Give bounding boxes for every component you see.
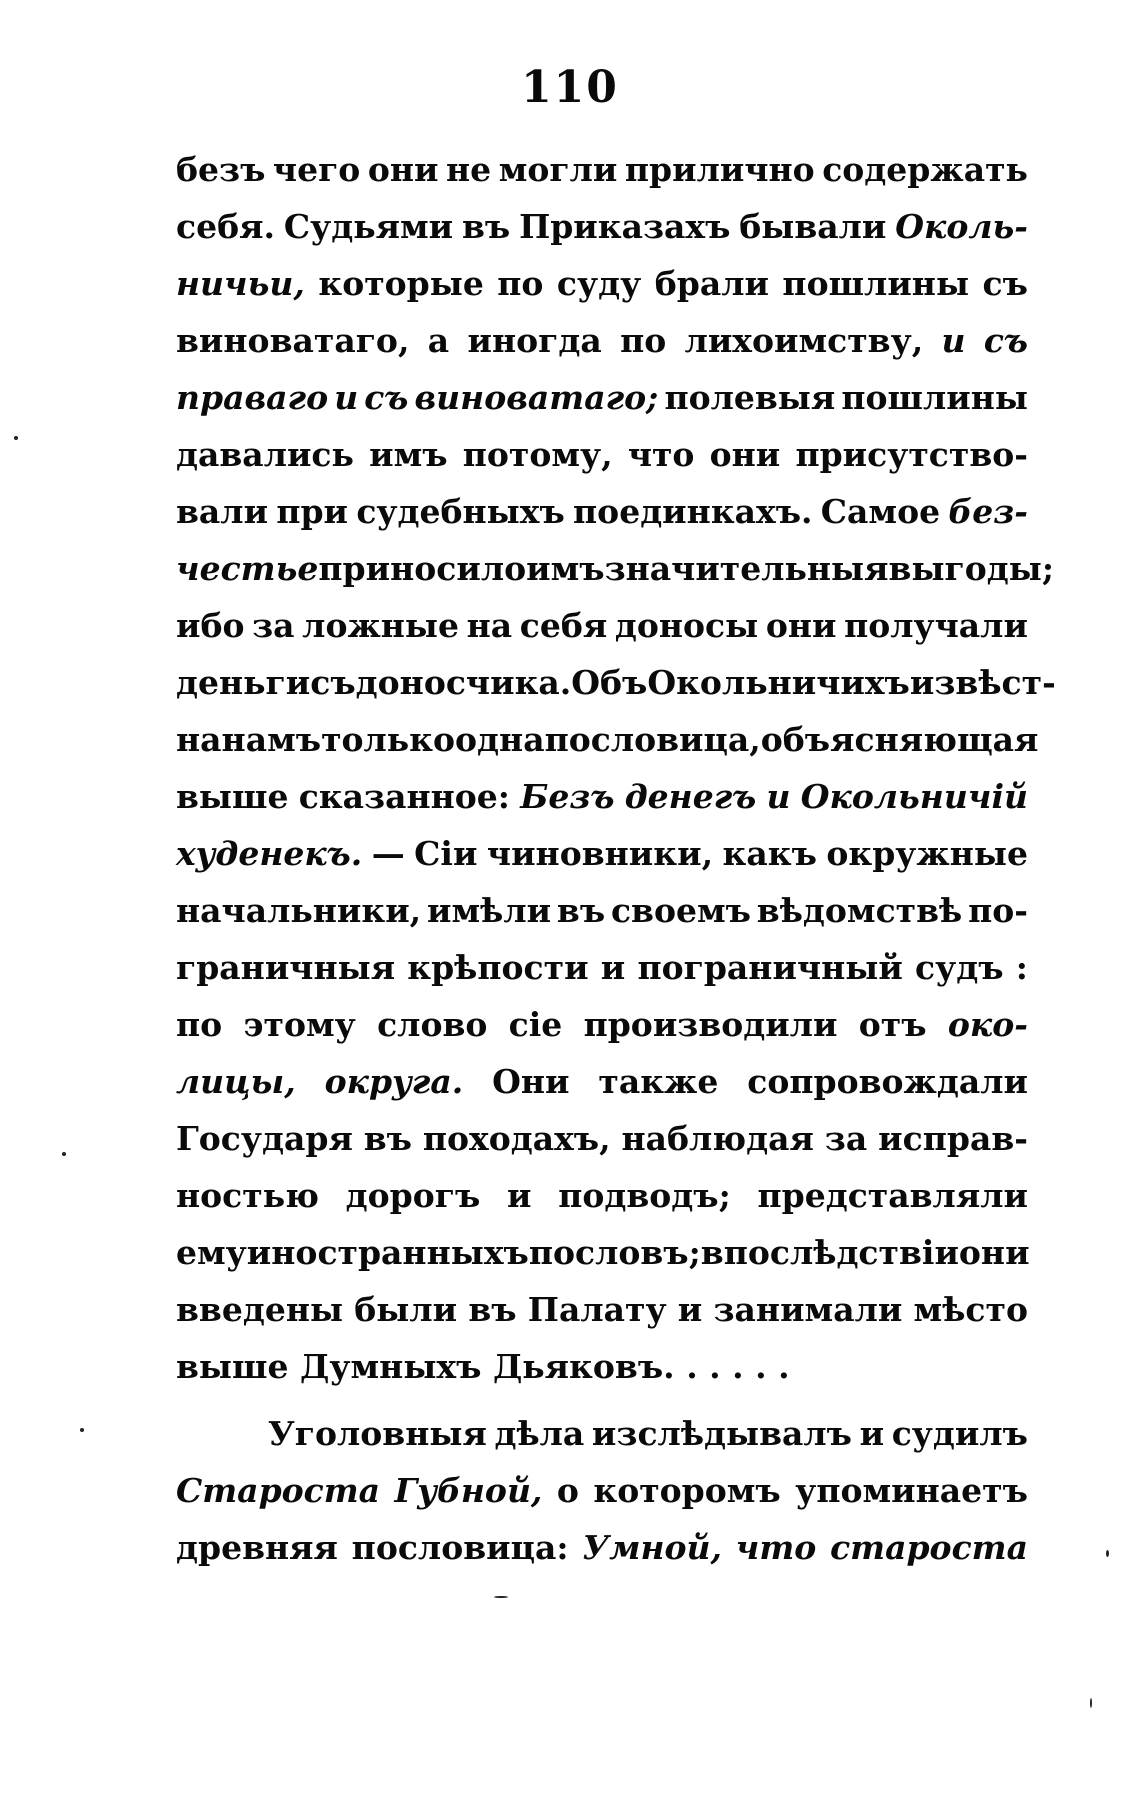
word: иногда [467, 321, 602, 360]
word: пошлины [841, 378, 1028, 417]
word: бывали [739, 207, 887, 246]
word: Объ [571, 663, 648, 702]
word: занимали [713, 1290, 903, 1329]
word: брали [654, 264, 769, 303]
word: что [735, 1528, 817, 1567]
word: чиновники, [486, 834, 714, 873]
text-line [176, 492, 1028, 549]
word: Дьяковъ. [492, 1347, 675, 1386]
word: и [859, 1414, 885, 1453]
word: содержать [822, 150, 1028, 189]
word: доносчика. [355, 663, 572, 702]
word: съ [310, 663, 356, 702]
text-line [176, 606, 1028, 663]
word: полевыя [664, 378, 836, 417]
word: могли [498, 150, 618, 189]
word: въ [468, 1290, 517, 1329]
word: за [824, 1119, 868, 1158]
word: они [958, 1233, 1030, 1272]
word: Уголовныя [268, 1414, 487, 1453]
word: выше [176, 777, 289, 816]
word: съ [982, 264, 1028, 303]
word: Умной, [582, 1528, 723, 1567]
word: слово [377, 1005, 488, 1044]
word: по [620, 321, 667, 360]
text-line [176, 321, 1028, 378]
word: судебныхъ [356, 492, 565, 531]
ink-speck [80, 1428, 84, 1432]
word: которомъ [593, 1471, 781, 1510]
text-line [176, 1471, 1028, 1528]
word: они [709, 435, 781, 474]
word: получали [844, 606, 1028, 645]
text-line [176, 834, 1028, 891]
word: Палату [527, 1290, 667, 1329]
page-number: 110 [521, 62, 619, 113]
word: имъ [369, 435, 448, 474]
word: себя [519, 606, 608, 645]
word: дѣла [494, 1414, 585, 1453]
word: не [446, 150, 492, 189]
ink-speck [14, 436, 18, 440]
word: поединкахъ. [573, 492, 813, 531]
word: мѣсто [913, 1290, 1028, 1329]
word: Думныхъ [300, 1347, 482, 1386]
word: исправ- [878, 1119, 1028, 1158]
word: древняя [176, 1528, 338, 1567]
word: присутство- [795, 435, 1028, 474]
word: вѣдомствѣ [756, 891, 963, 930]
word: без- [948, 492, 1028, 531]
word: деньги [176, 663, 311, 702]
text-line [176, 435, 1028, 492]
word: — [371, 834, 405, 873]
word: пограничный [637, 948, 903, 987]
word: окружные [826, 834, 1028, 873]
word: по [497, 264, 544, 303]
word: приносило [318, 549, 527, 588]
word: изслѣдывалъ [591, 1414, 852, 1453]
word: чего [272, 150, 361, 189]
word: ностью [176, 1176, 319, 1215]
word: Судьями [283, 207, 454, 246]
word: а [427, 321, 450, 360]
word: судъ [915, 948, 1004, 987]
text-line [176, 1176, 1028, 1233]
word: Государя [176, 1119, 353, 1158]
word: пословица, [544, 720, 761, 759]
word: на [176, 720, 222, 759]
word: какъ [722, 834, 817, 873]
word: на [466, 606, 513, 645]
word: въ [363, 1119, 412, 1158]
word: своемъ [610, 891, 751, 930]
word: Губной, [394, 1471, 543, 1510]
word: которые [318, 264, 484, 303]
word: Околь- [895, 207, 1028, 246]
text-line [176, 777, 1028, 834]
text-line [176, 663, 1056, 720]
word: око- [947, 1005, 1028, 1044]
word: ложные [302, 606, 460, 645]
text-line [176, 1528, 1028, 1585]
word: и [677, 1290, 703, 1329]
word: введены [176, 1290, 344, 1329]
word: значительныя [604, 549, 889, 588]
ink-speck [494, 1596, 508, 1598]
word: подводъ; [558, 1176, 731, 1215]
word: давались [176, 435, 354, 474]
word: за [252, 606, 295, 645]
word: прилично [624, 150, 815, 189]
word: Приказахъ [519, 207, 731, 246]
word: Они [492, 1062, 570, 1101]
word: и [941, 321, 966, 360]
word: этому [243, 1005, 356, 1044]
word: имъ [526, 549, 605, 588]
text-line [176, 720, 1039, 777]
word: сопровождали [747, 1062, 1028, 1101]
word: судилъ [891, 1414, 1028, 1453]
word: староста [830, 1528, 1028, 1567]
word: потому, [462, 435, 613, 474]
word: выгоды; [888, 549, 1055, 588]
word: Староста [176, 1471, 381, 1510]
word: . . . . . [686, 1347, 790, 1386]
word: крѣпости [407, 948, 589, 987]
text-line [176, 549, 1055, 606]
word: округа. [324, 1062, 464, 1101]
word: отъ [858, 1005, 927, 1044]
word: дорогъ [345, 1176, 481, 1215]
word: упоминаетъ [795, 1471, 1028, 1510]
word: безъ [176, 150, 266, 189]
word: граничныя [176, 948, 396, 987]
word: денегъ [624, 777, 757, 816]
word: производили [583, 1005, 838, 1044]
word: были [354, 1290, 458, 1329]
word: Безъ [520, 777, 615, 816]
word: въ [556, 891, 606, 930]
word: о [556, 1471, 579, 1510]
ink-speck [1090, 1698, 1092, 1708]
text-line [176, 150, 1028, 207]
word: и [766, 777, 791, 816]
word: честье [176, 549, 319, 588]
word: и [507, 1176, 532, 1215]
word: выше [176, 1347, 289, 1386]
word: представляли [757, 1176, 1028, 1215]
word: доносы [614, 606, 759, 645]
word: себя. [176, 207, 275, 246]
word: суду [556, 264, 642, 303]
word: при [276, 492, 349, 531]
text-line [176, 1062, 1028, 1119]
word: съ [983, 321, 1028, 360]
text-line [176, 1347, 1028, 1404]
word: они [765, 606, 837, 645]
word: сіе [508, 1005, 563, 1044]
word: вали [176, 492, 269, 531]
word: лихоимству, [684, 321, 924, 360]
word: виноватаго, [176, 321, 410, 360]
text-line [176, 1005, 1028, 1062]
word: пошлины [782, 264, 970, 303]
word: ничьи, [176, 264, 305, 303]
text-line [176, 1119, 1028, 1176]
text-line [176, 1290, 1028, 1347]
word: что [627, 435, 695, 474]
word: намъ [221, 720, 322, 759]
word: ему [176, 1233, 247, 1272]
word: впослѣдствіи [700, 1233, 959, 1272]
word: по- [968, 891, 1028, 930]
ink-speck [1106, 1550, 1109, 1557]
word: они [367, 150, 439, 189]
word: въ [461, 207, 511, 246]
text-line [176, 378, 1028, 435]
word: наблюдая [621, 1119, 814, 1158]
word: : [1015, 948, 1028, 987]
word: Окольничихъ [647, 663, 910, 702]
word: и [334, 378, 359, 417]
text-line [176, 891, 1028, 948]
word: худенекъ. [176, 834, 363, 873]
word: по [176, 1005, 223, 1044]
word: Самое [820, 492, 941, 531]
word: Окольничій [800, 777, 1028, 816]
word: имѣли [426, 891, 552, 930]
word: лицы, [176, 1062, 296, 1101]
word: извѣст- [909, 663, 1056, 702]
word: и [600, 948, 626, 987]
word: пословица: [351, 1528, 569, 1567]
text-line [176, 1414, 1028, 1471]
word: съ [364, 378, 409, 417]
word: одна [455, 720, 545, 759]
text-line [176, 207, 1028, 264]
word: пословъ; [528, 1233, 701, 1272]
word: объясняющая [760, 720, 1039, 759]
ink-speck [62, 1152, 66, 1156]
word: Сіи [414, 834, 478, 873]
word: иностранныхъ [246, 1233, 529, 1272]
body-text [176, 150, 1056, 1585]
word: также [598, 1062, 719, 1101]
word: только [321, 720, 456, 759]
word: ибо [176, 606, 245, 645]
word: походахъ, [422, 1119, 611, 1158]
word: начальники, [176, 891, 422, 930]
word: праваго [176, 378, 329, 417]
text-line [176, 1233, 1028, 1290]
text-line [176, 948, 1028, 1005]
word: виноватаго; [414, 378, 659, 417]
text-line [176, 264, 1028, 321]
word: сказанное: [298, 777, 510, 816]
